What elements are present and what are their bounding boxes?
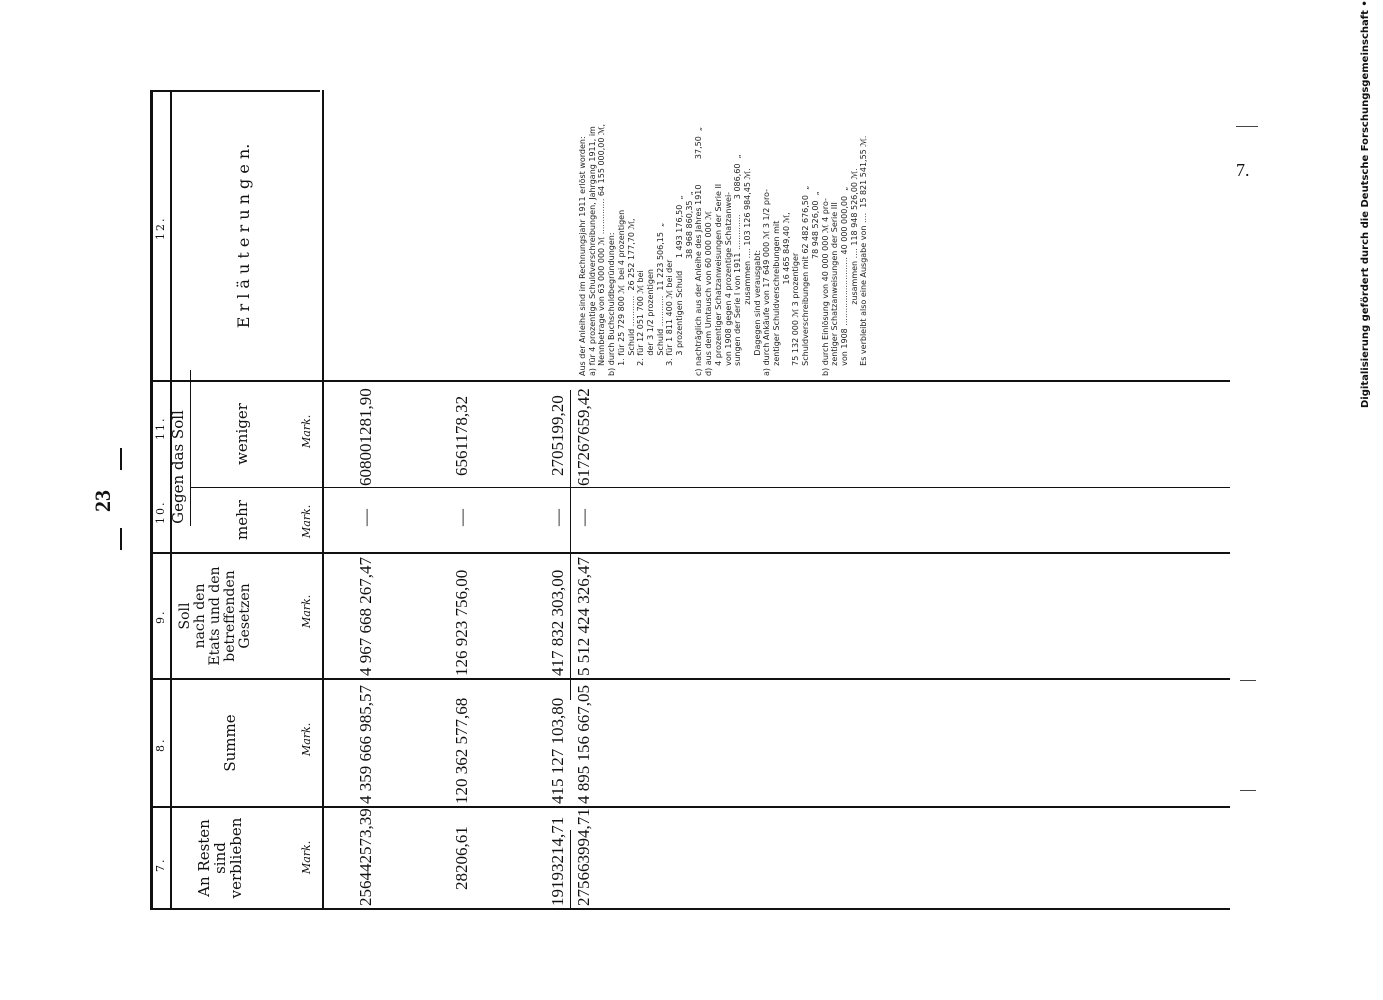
page-number-dash-top [120,448,122,470]
col-sep-right [150,90,320,92]
erlaeuterung-line: Schuld ............ 11 223 506,15 „ [655,222,665,376]
row2-col11: 6561178,32 [452,395,471,476]
margin-mark: 7. [1236,160,1250,180]
row3-col7: 19193214,71 [548,816,567,906]
unit-col9: Mark. [300,594,313,628]
header-col7: An Resten sind verblieben [195,817,245,899]
erlaeuterung-line: Schuld ............ 26 252 177,70 ℳ, [626,218,636,376]
colnum-10: 10. [154,500,167,524]
unit-col8: Mark. [300,722,313,756]
erlaeuterung-line: zusammen .... 103 126 984,45 ℳ. [742,168,752,376]
erlaeuterungen-text [578,94,869,376]
row3-col9: 417 832 303,00 [548,569,567,676]
row1-col10: — [356,509,375,526]
erlaeuterung-line: zusammen .... 118 948 526,00 ℳ. [849,168,859,376]
header-col12: E r l ä u t e r u n g e n. [234,143,253,329]
erlaeuterung-line: 2. für 12 051 700 ℳ bei [636,270,646,376]
erlaeuterung-line: 75 132 000 ℳ 3 prozentiger [791,252,801,376]
row3-col8: 415 127 103,80 [548,697,567,804]
table-rule-top [150,90,153,910]
header-col10: mehr [233,500,251,540]
erlaeuterung-line: Es verbleibt also eine Ausgabe von .... 15 821 541,55 ℳ. [859,135,869,376]
colnum-8: 8. [154,737,167,752]
table-rule-header [322,90,324,910]
row2-col10: — [452,509,471,526]
erlaeuterung-line: 38 968 860,35 „ [684,191,694,376]
total-col10: — [574,509,593,526]
colnum-11: 11. [154,416,167,440]
row2-col7: 28206,61 [452,826,471,890]
erlaeuterung-line: zentiger Schuldverschreibungen mit [772,220,782,376]
erlaeuterung-line: zentiger Schatzanweisungen der Serie III [830,202,840,376]
unit-col11: Mark. [300,414,313,448]
col-sep-9-10 [150,552,1230,554]
erlaeuterung-line: a) durch Ankäufe von 17 649 000 ℳ 3 1/2 pro- [762,189,772,376]
header-col11: weniger [233,403,251,465]
erlaeuterung-line: 3. für 1 811 400 ℳ bei der [665,259,675,376]
header-gegen-das-soll: Gegen das Soll [169,410,187,524]
total-col7: 275663994,71 [574,808,593,906]
row3-col10: — [548,509,567,526]
erlaeuterung-line: b) durch Einlösung von 40 000 000 ℳ 4 pro- [820,198,830,376]
erlaeuterung-line: b) durch Buchschuldbegründungen: [607,232,617,376]
table-rule-total [570,390,571,700]
page-number-dash-bottom [120,528,122,550]
digitization-sidebar [1360,0,1380,408]
total-col8: 4 895 156 667,05 [574,685,593,804]
gegen-rule [190,370,191,526]
erlaeuterung-line: Nennbetrage von 63 000 000 ℳ .............. 64 155 000,00 ℳ, [597,123,607,376]
colnum-9: 9. [154,609,167,624]
erlaeuterung-line: Schuldverschreibungen mit 62 482 676,50 „ [801,185,811,376]
erlaeuterung-line: a) für 4 prozentige Schuldverschreibungen, Jahrgang 1911, im [587,126,597,376]
table-rule-total-left [570,830,571,910]
erlaeuterung-line: Aus der Anleihe sind im Rechnungsjahr 1911 erlöst worden: [578,136,587,376]
total-col11: 617267659,42 [574,388,593,486]
row1-col11: 608001281,90 [356,388,375,486]
col-sep-7-8 [150,806,1230,808]
erlaeuterung-line: 4 prozentiger Schatzanweisungen der Serie II [713,183,723,376]
row1-col8: 4 359 666 985,57 [356,685,375,804]
colnum-7: 7. [154,857,167,872]
erlaeuterung-line: d) aus dem Umtausch von 60 000 000 ℳ [704,211,714,376]
col-sep-8-9 [150,678,1230,680]
row2-col9: 126 923 756,00 [452,569,471,676]
col-sep-11-12 [150,380,1230,382]
erlaeuterung-line: von 1908 ........................... 40 000 000,00 „ [839,186,849,376]
unit-col7: Mark. [300,840,313,874]
page-number: 23 [90,490,115,512]
row3-col11: 2705199,20 [548,395,567,476]
erlaeuterung-line: Dagegen sind verausgabt: [752,249,762,376]
ledger-table [150,0,1250,1000]
row1-col7: 256442573,39 [356,808,375,906]
header-col8: Summe [221,714,239,772]
erlaeuterung-line: 1. für 25 729 800 ℳ bei 4 prozentigen [616,209,626,376]
erlaeuterung-line: 3 prozentigen Schuld 1 493 176,50 „ [675,195,685,376]
sidebar-credit: Digitalisierung gefördert durch die Deutsche Forschungsgemeinschaft • [1360,0,1371,408]
colnum-12: 12. [154,216,167,240]
row1-col9: 4 967 668 267,47 [356,557,375,676]
col-sep-left [150,908,1230,910]
total-col9: 5 512 424 326,47 [574,557,593,676]
erlaeuterung-line: 16 465 849,40 ℳ, [781,212,791,376]
unit-col10: Mark. [300,504,313,538]
erlaeuterung-line: sungen der Serie I von 1911 .............. 3 086,60 „ [733,154,743,376]
erlaeuterung-line: von 1908 gegen 4 prozentige Schatzanwei- [723,191,733,376]
erlaeuterung-line: c) nachträglich aus der Anleihe des Jahres 1910 37,50 „ [694,126,704,376]
row2-col8: 120 362 577,68 [452,697,471,804]
erlaeuterung-line: 78 948 526,00 „ [810,191,820,376]
header-col9: Soll nach den Etats und den betreffenden Gesetzen [177,566,253,666]
erlaeuterung-line: der 3 1/2 prozentigen [645,269,655,376]
col-sep-10-11 [190,487,1230,488]
